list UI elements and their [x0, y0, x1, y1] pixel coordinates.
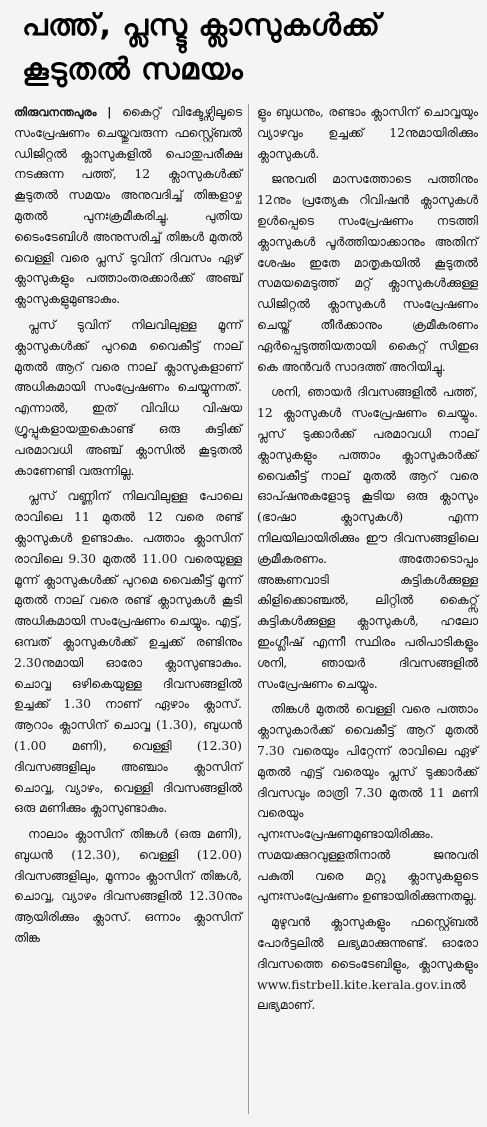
article-paragraph: ശനി, ഞായർ ദിവസങ്ങളിൽ പത്ത്, 12 ക്ലാസുകൾ സംപ്രേഷണം ചെയ്യും. പ്ലസ് ടുക്കാർക്ക് പരമാവധി നാല് ക്ലാസുകളും പത്താം ക്ലാസുകാർക്ക് വൈകീട്ട് നാല് മുതൽ ആറ് വരെ ഓപ്ഷനുകളോടു കൂടിയ ഒരു ക്ലാസും (ഭാഷാ ക്ലാസുകൾ) എന്ന നിലയിലായിരിക്കും ഈ ദിവസങ്ങളിലെ ക്രമീകരണം. അതോടൊപ്പം അങ്കണവാടി കുട്ടികൾക്കുള്ള കിളിക്കൊഞ്ചൽ, ലിറ്റിൽ കൈറ്റ്സ് കുട്ടികൾക്കുള്ള ക്ലാസുകൾ, ഹലോ ഇംഗ്ലീഷ് എന്നീ സ്ഥിരം പരിപാടികളും ശനി, ഞായർ ദിവസങ്ങളിൽ സംപ്രേഷണം ചെയ്യും. — [257, 384, 478, 691]
article-paragraph: നാലാം ക്ലാസിന് തിങ്കൾ (ഒരു മണി), ബുധൻ (12.30), വെള്ളി (12.00) ദിവസങ്ങളിലും, മൂന്നാം ക്ലാസിന് തിങ്കൾ, ചൊവ്വ, വ്യാഴം ദിവസങ്ങളിൽ 12.30നും ആയിരിക്കും ക്ലാസ്. ഒന്നാം ക്ലാസിന് തിങ്ക — [14, 826, 242, 946]
article-paragraph: തിങ്കൾ മുതൽ വെള്ളി വരെ പത്താം ക്ലാസുകാർക്ക് വൈകീട്ട് ആറ് മുതൽ 7.30 വരെയും പിറ്റേന്ന് രാവിലെ ഏഴ് മുതൽ എട്ട് വരെയും പ്ലസ് ടുക്കാർക്ക് ദിവസവും രാത്രി 7.30 മുതൽ 11 മണി വരെയും പുനഃസംപ്രേഷണമുണ്ടായിരിക്കും. സമയക്കുറവുള്ളതിനാൽ ജനുവരി പകുതി വരെ മറ്റു ക്ലാസുകളുടെ പുനഃസംപ്രേഷണം ഉണ്ടായിരിക്കുന്നതല്ല. — [257, 701, 478, 904]
article-paragraph: ളും ബുധനും, രണ്ടാം ക്ലാസിന് ചൊവ്വയും വ്യാഴവും ഉച്ചക്ക് 12നുമായിരിക്കും ക്ലാസുകൾ. — [257, 104, 478, 161]
column-divider — [248, 104, 249, 1114]
article-column-right — [257, 102, 478, 1021]
article-paragraph: പ്ലസ് വണ്ണിന് നിലവിലുള്ള പോലെ രാവിലെ 11 മുതൽ 12 വരെ രണ്ട് ക്ലാസുകൾ ഉണ്ടാകും. പത്താം ക്ലാസിന് രാവിലെ 9.30 മുതൽ 11.00 വരെയുള്ള മൂന്ന് ക്ലാസുകൾക്ക് പുറമെ വൈകീട്ട് മൂന്ന് മുതൽ നാല് വരെ രണ്ട് ക്ലാസുകൾ കൂടി അധികമായി സംപ്രേഷണം ചെയ്യും. എട്ട്, ഒമ്പത് ക്ലാസുകൾക്ക് ഉച്ചക്ക് രണ്ടിനും 2.30നുമായി ഓരോ ക്ലാസുണ്ടാകും. ചൊവ്വ ഒഴികെയുള്ള ദിവസങ്ങളിൽ ഉച്ചക്ക് 1.30 നാണ് ഏഴാം ക്ലാസ്. ആറാം ക്ലാസിന് ചൊവ്വ (1.30), ബുധൻ (1.00 മണി), വെള്ളി (12.30) ദിവസങ്ങളിലും അഞ്ചാം ക്ലാസിന് ചൊവ്വ, വ്യാഴം, വെള്ളി ദിവസങ്ങളിൽ ഒരു മണിക്കും ക്ലാസുണ്ടാകും. — [14, 488, 242, 816]
article-paragraph: മുഴുവൻ ക്ലാസുകളും ഫസ്റ്റ്ബെൽ പോർട്ടലിൽ ലഭ്യമാക്കുന്നുണ്ട്. ഓരോ ദിവസത്തെ ടൈംടേബിളും, ക്ലാസുകളും www.fistrbell.kite.kerala.gov.inൽ ലഭ്യമാണ്. — [257, 914, 478, 1013]
article-paragraph — [14, 102, 242, 310]
headline — [22, 4, 482, 92]
dateline: തിരുവനന്തപുരം | — [14, 105, 112, 119]
article-paragraph: പ്ലസ് ടുവിന് നിലവിലുള്ള മൂന്ന് ക്ലാസുകൾക്ക് പുറമെ വൈകീട്ട് നാല് മുതൽ ആറ് വരെ നാല് ക്ലാസുകളാണ് അധികമായി സംപ്രേഷണം ചെയ്യുന്നത്. എന്നാൽ, ഇത് വിവിധ വിഷയ ഗ്രൂപ്പുകളായതുകൊണ്ട് ഒരു കുട്ടിക്ക് പരമാവധി അഞ്ച് ക്ലാസിൽ കൂടുതൽ കാണേണ്ടി വരുന്നില്ല. — [14, 316, 242, 478]
headline-line-1: പത്ത്, പ്ലസ്ടു ക്ലാസുകൾക്ക് — [22, 8, 381, 43]
headline-line-2: കൂടുതൽ സമയം — [22, 52, 244, 87]
article-paragraph: ജനുവരി മാസത്തോടെ പത്തിനും 12നും പ്രത്യേക റിവിഷൻ ക്ലാസുകൾ ഉൾപ്പെടെ സംപ്രേഷണം നടത്തി ക്ലാസുകൾ പൂർത്തിയാക്കാനും അതിന് ശേഷം ഇതേ മാതൃകയിൽ കൂടുതൽ സമയമെടുത്ത് മറ്റ് ക്ലാസുകൾക്കുള്ള ഡിജിറ്റൽ ക്ലാസുകൾ സംപ്രേഷണം ചെയ്ത് തീർക്കാനും ക്രമീകരണം ഏർപ്പെടുത്തിയതായി കൈറ്റ് സിഇഒ കെ അൻവർ സാദത്ത് അറിയിച്ചു. — [257, 171, 478, 374]
article-column-left — [14, 102, 242, 954]
paragraph-text: കൈറ്റ് വിക്ടേഴ്സിലൂടെ സംപ്രേഷണം ചെയ്തുവരുന്ന ഫസ്റ്റ്ബെൽ ഡിജിറ്റൽ ക്ലാസുകളിൽ പൊതുപരീക്ഷ നടക്കുന്ന പത്ത്, 12 ക്ലാസുകൾക്ക് കൂടുതൽ സമയം അനുവദിച്ച് തിങ്കളാഴ്ച മുതൽ പുനഃക്രമീകരിച്ചു. പുതിയ ടൈംടേബിൾ അനുസരിച്ച് തിങ്കൾ മുതൽ വെള്ളി വരെ പ്ലസ് ടുവിന് ദിവസം ഏഴ് ക്ലാസുകളും പത്താംതരക്കാർക്ക് അഞ്ച് ക്ലാസുകളുമുണ്ടാകും. — [14, 104, 242, 307]
